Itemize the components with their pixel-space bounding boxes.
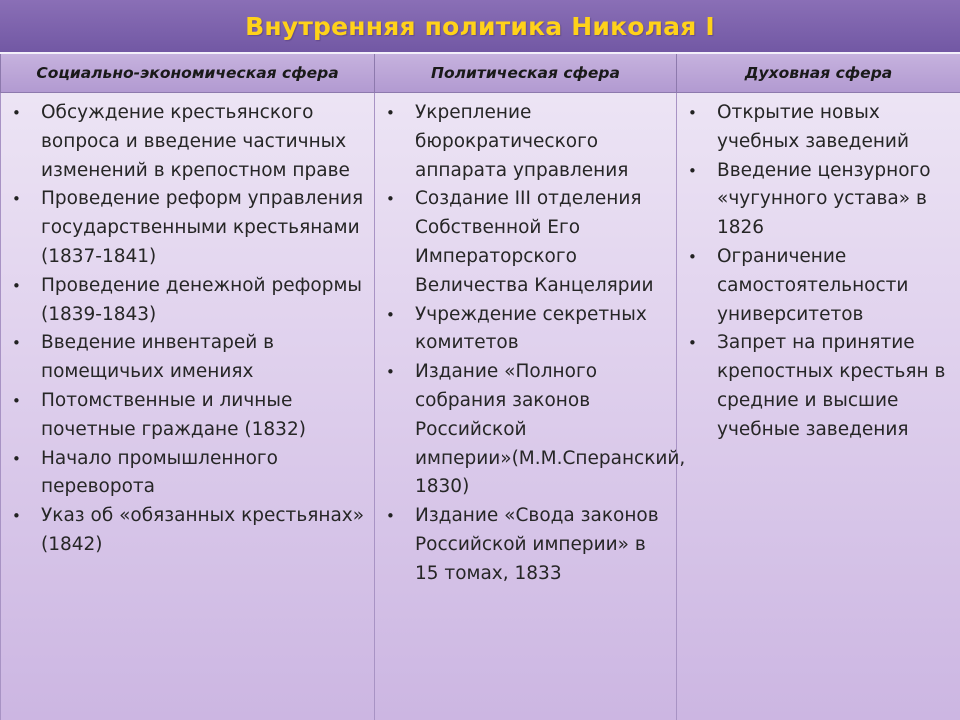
list-item — [383, 358, 686, 502]
header-row — [1, 53, 960, 93]
list-item — [685, 243, 952, 329]
item-text: Запрет на принятие крепостных крестьян в средние и высшие учебные заведения — [717, 332, 946, 440]
item-text: Открытие новых учебных заведений — [717, 102, 909, 152]
bullet-icon: • — [12, 449, 21, 468]
column-spiritual — [677, 93, 960, 720]
bullet-icon: • — [688, 334, 697, 353]
list-item — [9, 272, 366, 330]
item-text: Введение инвентарей в помещичьих имениях — [41, 332, 275, 383]
column-political — [375, 93, 686, 720]
bullet-icon: • — [688, 247, 697, 266]
item-text: Введение цензурного «чугунного устава» в 1826 — [717, 159, 931, 239]
bullet-icon: • — [386, 507, 395, 526]
list-item — [9, 445, 366, 503]
bullet-icon: • — [12, 334, 21, 353]
bullet-icon: • — [12, 507, 21, 526]
bullet-icon: • — [12, 276, 21, 295]
list-item — [9, 329, 366, 387]
item-text: Указ об «обязанных крестьянах» (1842) — [41, 505, 365, 555]
bullet-icon: • — [386, 190, 395, 209]
political-list — [383, 99, 686, 589]
bullet-icon: • — [12, 190, 21, 209]
item-text: Издание «Полного собрания законов Российской империи»(М.М.Сперанский, 1830) — [415, 361, 686, 498]
list-item — [9, 99, 366, 185]
policy-table — [0, 52, 960, 720]
list-item — [383, 185, 668, 300]
item-text: Обсуждение крестьянского вопроса и введение частичных изменений в крепостном праве — [41, 102, 350, 181]
item-text: Укрепление бюрократического аппарата управления — [415, 102, 629, 181]
item-text: Проведение реформ управления государственными крестьянами (1837-1841) — [41, 188, 364, 267]
item-text: Проведение денежной реформы (1839-1843) — [41, 274, 363, 325]
item-text: Учреждение секретных комитетов — [415, 303, 647, 354]
list-item — [685, 329, 952, 444]
item-text: Создание III отделения Собственной Его Императорского Величества Канцелярии — [415, 188, 654, 296]
title-bar — [0, 0, 960, 52]
list-item — [9, 502, 366, 560]
column-header-socio-economic: Социально-экономическая сфера — [1, 53, 375, 93]
list-item — [383, 301, 668, 359]
bullet-icon: • — [12, 391, 21, 410]
list-item — [9, 185, 366, 271]
item-text: Начало промышленного переворота — [41, 447, 278, 498]
list-item — [685, 157, 952, 243]
spiritual-list — [685, 99, 952, 445]
item-text: Ограничение самостоятельности университетов — [717, 245, 909, 325]
item-text: Издание «Свода законов Российской империи» в 15 томах, 1833 — [415, 505, 659, 584]
list-item — [9, 387, 366, 445]
column-socio-economic — [1, 93, 375, 720]
list-item — [383, 502, 668, 588]
bullet-icon: • — [386, 363, 395, 382]
content-row — [1, 93, 960, 720]
socio-economic-list — [9, 99, 366, 560]
bullet-icon: • — [688, 104, 697, 122]
bullet-icon: • — [386, 104, 395, 122]
bullet-icon: • — [688, 161, 697, 180]
list-item — [685, 99, 952, 157]
list-item — [383, 99, 668, 185]
column-header-spiritual: Духовная сфера — [677, 53, 960, 93]
column-header-political: Политическая сфера — [375, 53, 677, 93]
item-text: Потомственные и личные почетные граждане (1832) — [41, 389, 306, 440]
slide-title: Внутренняя политика Николая I — [245, 11, 715, 41]
bullet-icon: • — [12, 104, 21, 122]
bullet-icon: • — [386, 305, 395, 324]
